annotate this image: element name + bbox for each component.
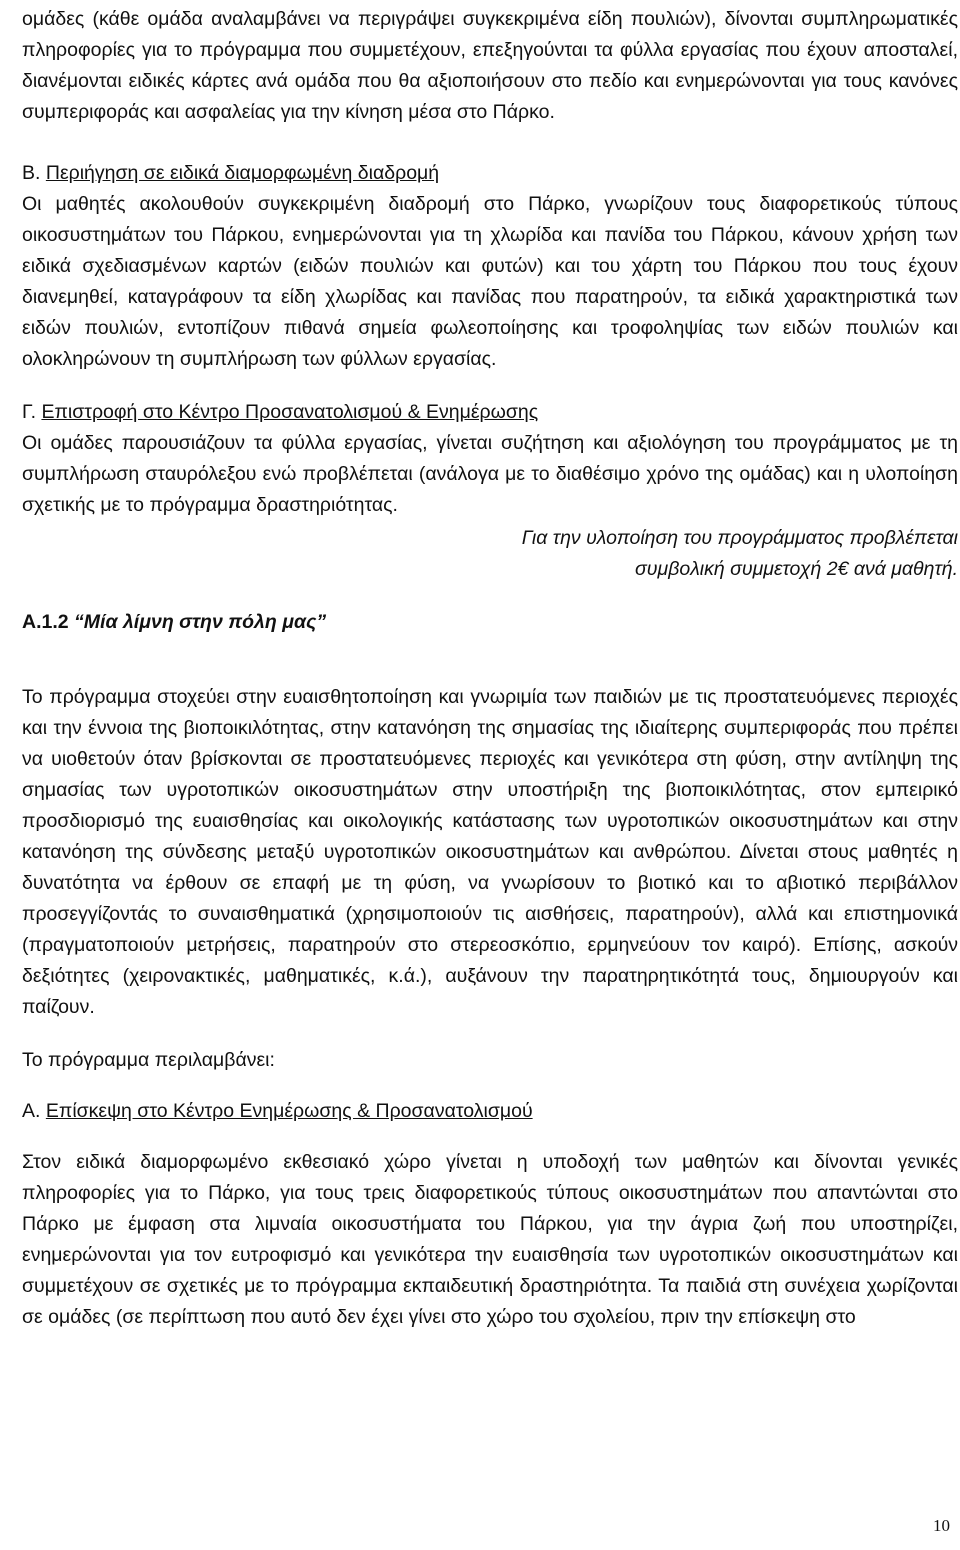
section-a12-title: “Μία λίμνη στην πόλη μας” — [74, 611, 327, 633]
section-b-body: Οι μαθητές ακολουθούν συγκεκριμένη διαδρομή στο Πάρκο, γνωρίζουν τους διαφορετικούς τύπους οικοσυστημάτων του Πάρκου, ενημερώνονται για τη χλωρίδα και πανίδα του Πάρκου, κάνουν χρήση των ειδικά σχεδιασμένων καρτών (ειδών πουλιών και φυτών) και του χάρτη του Πάρκου που τους έχουν διανεμηθεί, καταγράφουν τα είδη χλωρίδας και πανίδας που παρατηρούν, τα ειδικά χαρακτηριστικά των ειδών πουλιών, εντοπίζουν πιθανά σημεία φωλεοποίησης και τροφοληψίας των ειδών πουλιών και ολοκληρώνουν τη συμπλήρωση των φύλλων εργασίας. — [22, 193, 958, 370]
section-a-heading — [22, 1096, 958, 1127]
cost-note-line-2: συμβολική συμμετοχή 2€ ανά μαθητή. — [635, 558, 958, 580]
cost-note — [22, 523, 958, 585]
section-a12-heading — [22, 607, 958, 638]
section-a12-body: Το πρόγραμμα στοχεύει στην ευαισθητοποίηση και γνωριμία των παιδιών με τις προστατευόμενες περιοχές και την έννοια της βιοποικιλότητας, στην κατανόηση της σημασίας της ιδιαίτερης συμπεριφοράς που πρέπει να υιοθετούν όταν βρίσκονται σε προστατευόμενες περιοχές και γενικότερα στη φύση, στην αντίληψη της σημασίας των υγροτοπικών οικοσυστημάτων στην υποστήριξη της βιοποικιλότητας, στον εμπειρικό προσδιορισμό της ευαισθησίας και οικολογικής κατάστασης των υγροτοπικών οικοσυστημάτων και στην κατανόηση της σύνδεσης μεταξύ υγροτοπικών οικοσυστημάτων και ανθρώπου. Δίνεται στους μαθητές η δυνατότητα να έρθουν σε επαφή με τη φύση, να γνωρίσουν το βιοτικό και το αβιοτικό περιβάλλον προσεγγίζοντάς το συναισθηματικά (χρησιμοποιούν τις αισθήσεις, παρατηρούν), αλλά και επιστημονικά (πραγματοποιούν μετρήσεις, παρατηρούν στο στερεοσκόπιο, ερμηνεύουν τον καιρό). Επίσης, ασκούν δεξιότητες (χειρονακτικές, μαθηματικές, κ.ά.), αυξάνουν την παρατηρητικότητά τους, δημιουργούν και παίζουν. — [22, 686, 958, 1018]
section-g-letter: Γ. — [22, 401, 37, 423]
section-g-title: Επιστροφή στο Κέντρο Προσανατολισμού & Ενημέρωσης — [41, 401, 539, 423]
page-number: 10 — [933, 1516, 950, 1535]
section-a12-number: Α.1.2 — [22, 611, 69, 633]
document-body — [22, 4, 958, 1333]
section-b-letter: Β. — [22, 162, 41, 184]
cost-note-line-1: Για την υλοποίηση του προγράμματος προβλέπεται — [521, 527, 958, 549]
section-b-heading — [22, 158, 958, 189]
section-b-title: Περιήγηση σε ειδικά διαμορφωμένη διαδρομή — [45, 162, 440, 184]
section-g-heading — [22, 397, 958, 428]
program-includes-label: Το πρόγραμμα περιλαμβάνει: — [22, 1049, 275, 1071]
section-a-title: Επίσκεψη στο Κέντρο Ενημέρωσης & Προσανατολισμού — [45, 1100, 533, 1122]
section-a-letter: Α. — [22, 1100, 41, 1122]
section-a-body: Στον ειδικά διαμορφωμένο εκθεσιακό χώρο γίνεται η υποδοχή των μαθητών και δίνονται γενικές πληροφορίες για το Πάρκο, για τους τρεις διαφορετικούς τύπους οικοσυστημάτων που απαντώνται στο Πάρκο με έμφαση στα λιμναία οικοσυστήματα του Πάρκου, για την άγρια ζωή που υποστηρίζει, ενημερώνονται για τον ευτροφισμό και γενικότερα την ευαισθησία των υγροτοπικών οικοσυστημάτων και συμμετέχουν σε σχετικές με το πρόγραμμα εκπαιδευτική δραστηριότητα. Τα παιδιά στη συνέχεια χωρίζονται σε ομάδες (σε περίπτωση που αυτό δεν έχει γίνει στο χώρο του σχολείου, πριν την επίσκεψη στο — [22, 1151, 958, 1328]
intro-paragraph: ομάδες (κάθε ομάδα αναλαμβάνει να περιγράψει συγκεκριμένα είδη πουλιών), δίνονται συμπληρωματικές πληροφορίες για το πρόγραμμα που συμμετέχουν, επεξηγούνται τα φύλλα εργασίας που έχουν αποσταλεί, διανέμονται ειδικές κάρτες ανά ομάδα που θα αξιοποιήσουν στο πεδίο και ενημερώνονται για τους κανόνες συμπεριφοράς και ασφαλείας για την κίνηση μέσα στο Πάρκο. — [22, 8, 958, 123]
section-g-body: Οι ομάδες παρουσιάζουν τα φύλλα εργασίας, γίνεται συζήτηση και αξιολόγηση του προγράμματος με τη συμπλήρωση σταυρόλεξου ενώ προβλέπεται (ανάλογα με το διαθέσιμο χρόνο της ομάδας) και η υλοποίηση σχετικής με το πρόγραμμα δραστηριότητας. — [22, 432, 958, 516]
